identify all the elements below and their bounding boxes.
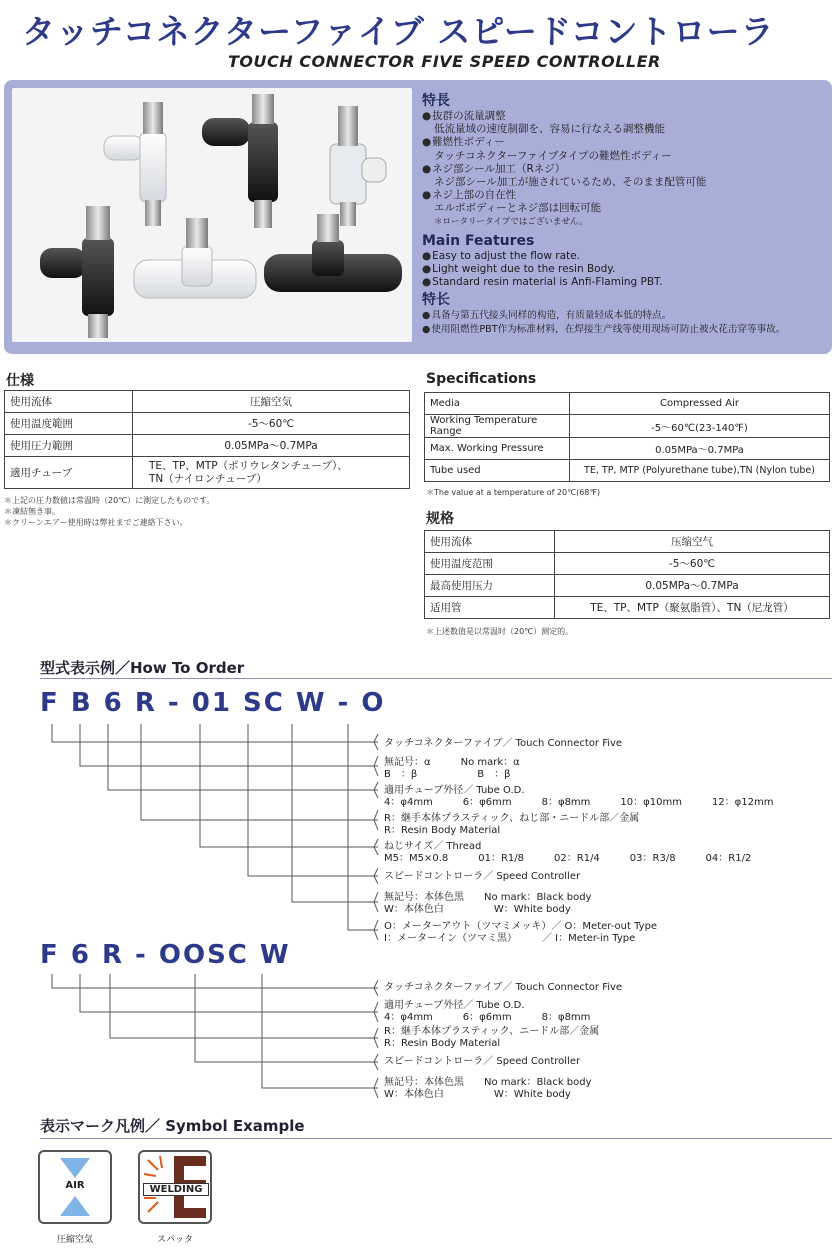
feature-jp-1: ● 抜群の流量調整 [422, 110, 828, 123]
order-1-desc-series: タッチコネクターファイブ／ Touch Connector Five [384, 738, 623, 749]
feature-cn-2: ● 使用阻燃性PBT作为标准材料，在焊接生产线等使用现场可防止被火花击穿等事故。 [422, 323, 828, 336]
spec-en-table [424, 392, 830, 482]
feature-jp-4: ● ネジ上部の自在性 [422, 189, 828, 202]
table-row [425, 597, 830, 619]
table-row [425, 393, 830, 415]
spec-jp-note: ＊凍結無き事。 [4, 507, 60, 516]
table-row [425, 460, 830, 482]
order-2-desc-tube-sizes: 4：φ4mm 6：φ6mm 8：φ8mm [384, 1012, 591, 1023]
feature-jp-2-detail: タッチコネクターファイブタイプの難燃性ボディー [434, 149, 672, 162]
features-block [422, 92, 828, 336]
spec-jp-value-line2: TN（ナイロンチューブ） [149, 472, 267, 485]
spec-en-heading: Specifications [426, 371, 537, 387]
feature-jp-2: ● 難燃性ボディー [422, 136, 828, 149]
spec-en-value: -5～60℃(23-140℉) [570, 415, 830, 438]
spec-en-note: ＊The value at a temperature of 20℃(68℉) [426, 488, 601, 497]
product-photo [12, 88, 412, 342]
welding-symbol-caption: スパッタ [156, 1235, 193, 1245]
table-row [425, 575, 830, 597]
symbols-heading: 表示マーク凡例／ Symbol Example [40, 1117, 305, 1135]
spec-en-table-wrap [424, 392, 830, 482]
order-code-1: F B 6 R - 01 SC W - O [40, 688, 386, 718]
spec-jp-value: 0.05MPa～0.7MPa [133, 435, 410, 457]
spec-en-value: 0.05MPa～0.7MPa [570, 438, 830, 460]
order-2-desc-material-en: R：Resin Body Material [384, 1038, 501, 1049]
feature-en-3: ● Standard resin material is Anfi-Flaming PBT. [422, 276, 828, 289]
spec-en-label: Working Temperature Range [425, 415, 570, 438]
order-1-desc-tube-title: 適用チューブ外径／ Tube O.D. [384, 785, 525, 796]
order-2-desc-series: タッチコネクターファイブ／ Touch Connector Five [384, 982, 623, 993]
spec-cn-label: 适用管 [425, 597, 555, 619]
spec-cn-note: ＊上述数值是以常温时（20℃）测定的。 [426, 627, 574, 636]
table-row [5, 413, 410, 435]
spec-jp-label: 使用温度範囲 [5, 413, 133, 435]
page-title-en: TOUCH CONNECTOR FIVE SPEED CONTROLLER [228, 52, 661, 71]
order-1-desc-color-black: 無記号：本体色黒 No mark：Black body [384, 892, 592, 903]
order-1-desc-thread-sizes: M5：M5×0.8 01：R1/8 02：R1/4 03：R3/8 04：R1/2 [384, 853, 752, 864]
table-row [5, 391, 410, 413]
spec-cn-table [424, 530, 830, 619]
symbols-heading-rule [40, 1138, 832, 1139]
table-row [5, 435, 410, 457]
feature-jp-note: ＊ロータリータイプではございません。 [434, 216, 588, 227]
table-row [5, 457, 410, 489]
product-photo-illustration [12, 88, 412, 342]
order-2-desc-speed: スピードコントローラ／ Speed Controller [384, 1056, 581, 1067]
feature-jp-3-detail: ネジ部シール加工が施されているため、そのまま配管可能 [434, 176, 707, 189]
spec-jp-value: 圧縮空気 [133, 391, 410, 413]
feature-jp-4-detail: エルボボディーとネジ部は回転可能 [434, 202, 602, 215]
feature-en-2: ● Light weight due to the resin Body. [422, 263, 828, 276]
order-2-desc-tube-title: 適用チューブ外径／ Tube O.D. [384, 1000, 525, 1011]
order-1-desc-color-white: W：本体色白 W：White body [384, 904, 571, 915]
feature-cn-1: ● 具备与第五代接头同样的构造，有质量轻成本低的特点。 [422, 309, 828, 322]
spec-cn-heading: 规格 [426, 511, 454, 527]
order-1-desc-thread-title: ねじサイズ／ Thread [384, 841, 482, 852]
order-1-desc-speed: スピードコントローラ／ Speed Controller [384, 871, 581, 882]
spec-jp-label: 使用圧力範囲 [5, 435, 133, 457]
order-1-desc-meter-out: O：メーターアウト（ツマミメッキ）／ O：Meter-out Type [384, 921, 658, 932]
feature-en-1: ● Easy to adjust the flow rate. [422, 250, 828, 263]
spec-cn-value: TE、TP、MTP（聚氨脂管）、TN（尼龙管） [555, 597, 830, 619]
welding-symbol-text: WELDING [143, 1183, 209, 1196]
spec-cn-value: 压缩空气 [555, 531, 830, 553]
spec-en-label: Tube used [425, 460, 570, 482]
page-title-jp: タッチコネクターファイブ スピードコントローラ [22, 12, 775, 51]
spec-jp-notes [4, 495, 215, 528]
spec-en-value: TE, TP, MTP (Polyurethane tube),TN (Nylon tube) [570, 460, 830, 482]
spec-jp-table-wrap [4, 390, 410, 489]
spec-jp-note: ＊上記の圧力数値は常温時（20℃）に測定したものです。 [4, 496, 215, 505]
features-jp-heading: 特長 [422, 93, 450, 109]
feature-jp-1-detail: 低流量域の速度制御を、容易に行なえる調整機能 [434, 123, 665, 136]
order-heading: 型式表示例／How To Order [40, 659, 245, 677]
order-1-desc-beta: B ：β B ：β [384, 769, 511, 780]
features-en-heading: Main Features [422, 232, 535, 249]
spec-jp-label: 使用流体 [5, 391, 133, 413]
feature-jp-3: ● ネジ部シール加工（Rネジ） [422, 163, 828, 176]
spec-jp-value-line1: TE、TP、MTP（ポリウレタンチューブ）、 [149, 459, 348, 472]
air-symbol-caption: 圧縮空気 [56, 1235, 93, 1245]
spec-en-label: Media [425, 393, 570, 415]
spec-cn-value: -5～60℃ [555, 553, 830, 575]
order-2-desc-material-jp: R：継手本体プラスティック、ニードル部／金属 [384, 1026, 600, 1037]
spec-en-label: Max. Working Pressure [425, 438, 570, 460]
order-1-desc-alpha: 無記号：α No mark：α [384, 757, 520, 768]
spec-cn-table-wrap [424, 530, 830, 619]
spec-en-value: Compressed Air [570, 393, 830, 415]
table-row [425, 553, 830, 575]
spec-cn-value: 0.05MPa～0.7MPa [555, 575, 830, 597]
spec-cn-label: 使用流体 [425, 531, 555, 553]
table-row [425, 415, 830, 438]
spec-jp-table [4, 390, 410, 489]
spec-jp-value: -5～60℃ [133, 413, 410, 435]
order-1-desc-tube-sizes: 4：φ4mm 6：φ6mm 8：φ8mm 10：φ10mm 12：φ12mm [384, 797, 774, 808]
order-1-desc-meter-in: I：メーターイン（ツマミ黒） ／ I：Meter-in Type [384, 933, 636, 944]
order-2-desc-color-white: W：本体色白 W：White body [384, 1089, 571, 1100]
spec-jp-value [133, 457, 410, 489]
spec-cn-label: 最高使用压力 [425, 575, 555, 597]
air-symbol-text: AIR [65, 1180, 85, 1191]
order-code-2: F 6 R - OOSC W [40, 940, 291, 970]
order-1-desc-material-en: R：Resin Body Material [384, 825, 501, 836]
table-row [425, 531, 830, 553]
spec-cn-label: 使用温度范围 [425, 553, 555, 575]
spec-jp-heading: 仕様 [6, 373, 34, 389]
features-cn-heading: 特长 [422, 292, 450, 309]
spec-jp-note: ＊クリーンエアー使用時は弊社までご連絡下さい。 [4, 518, 188, 527]
order-1-desc-material-jp: R：継手本体プラスティック、ねじ部・ニードル部／金属 [384, 813, 640, 824]
order-heading-rule [40, 678, 832, 679]
order-2-desc-color-black: 無記号：本体色黒 No mark：Black body [384, 1077, 592, 1088]
spec-jp-label: 適用チューブ [5, 457, 133, 489]
table-row [425, 438, 830, 460]
